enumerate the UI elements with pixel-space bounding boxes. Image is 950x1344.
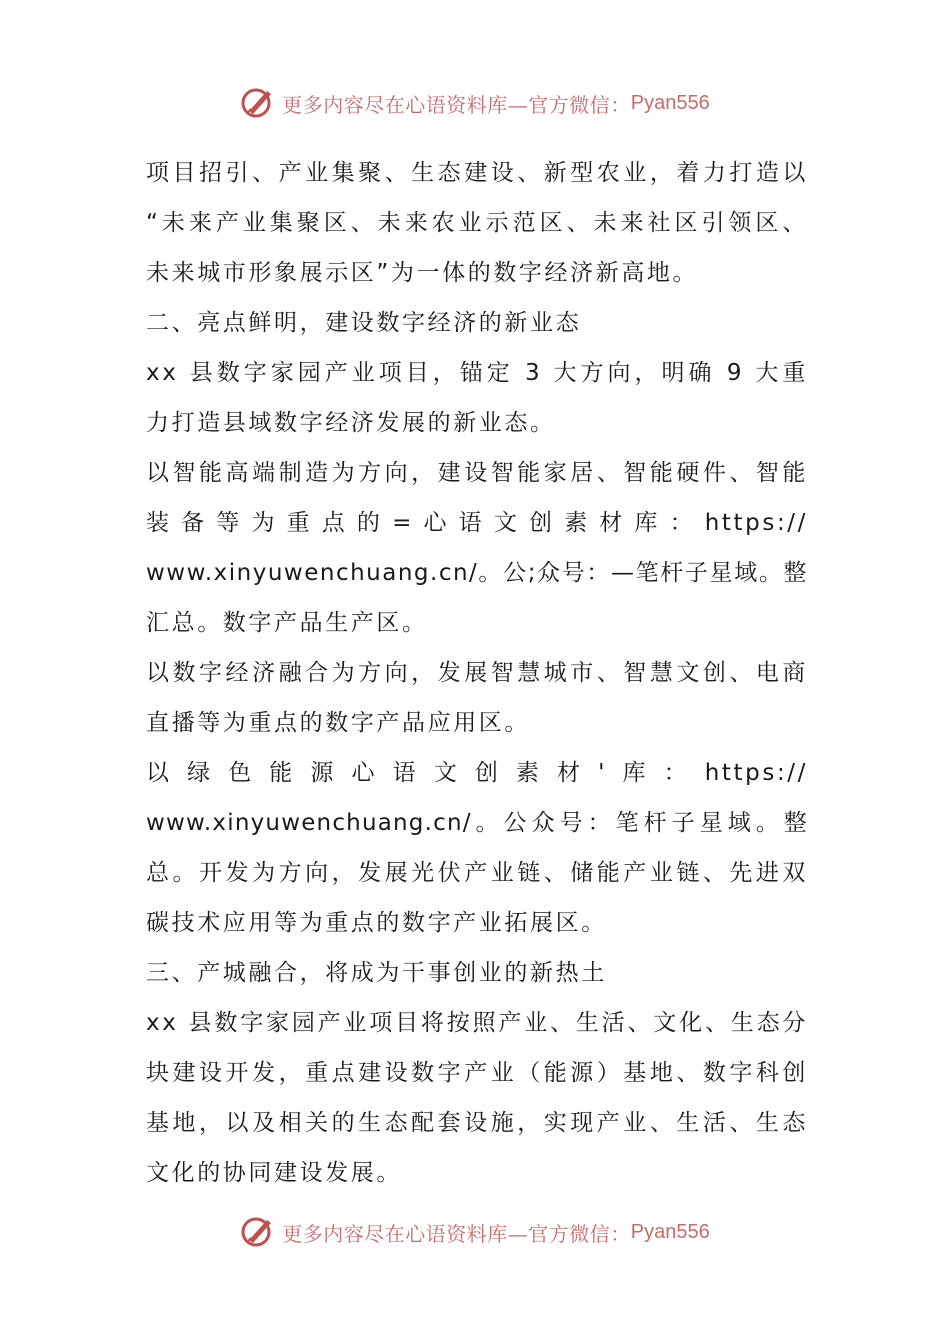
quill-logo-icon [240, 1214, 276, 1250]
text-line: 未来城市形象展示区”为一体的数字经济新高地。 [146, 260, 699, 286]
text-line: 汇总。数字产品生产区。 [146, 610, 428, 636]
text-line: 力打造县域数字经济发展的新业态。 [146, 410, 556, 436]
text-line: 块建设开发，重点建设数字产业（能源）基地、数字科创 [146, 1060, 808, 1086]
text-line: 项目招引、产业集聚、生态建设、新型农业，着力打造以 [146, 160, 808, 186]
text-line: www.xinyuwenchuang.cn/。公众号：笔杆子星域。整 [146, 810, 808, 836]
watermark-text: 更多内容尽在心语资料库—官方微信： [282, 92, 631, 117]
watermark-text: 更多内容尽在心语资料库—官方微信： [282, 1221, 631, 1246]
quill-logo-icon [240, 85, 276, 121]
watermark-id: Pyan556 [630, 91, 710, 114]
watermark-id: Pyan556 [630, 1220, 710, 1243]
section-heading: 二、亮点鲜明，建设数字经济的新业态 [146, 310, 582, 336]
header-watermark [0, 83, 950, 123]
text-line: xx 县数字家园产业项目，锚定 3 大方向，明确 9 大重 [146, 360, 808, 386]
text-line: 文化的协同建设发展。 [146, 1160, 402, 1186]
text-line: 装备等为重点的=心语文创素材库：https:// [146, 510, 808, 536]
text-line: 碳技术应用等为重点的数字产业拓展区。 [146, 910, 607, 936]
footer-watermark [0, 1212, 950, 1252]
text-line: 以智能高端制造为方向，建设智能家居、智能硬件、智能 [146, 460, 808, 486]
section-heading: 三、产城融合，将成为干事创业的新热土 [146, 960, 607, 986]
text-line: “未来产业集聚区、未来农业示范区、未来社区引领区、 [146, 210, 808, 236]
text-line: 直播等为重点的数字产品应用区。 [146, 710, 530, 736]
text-line: 基地，以及相关的生态配套设施，实现产业、生活、生态 [146, 1110, 808, 1136]
text-line: 以绿色能源心语文创素材'库：https:// [146, 760, 808, 786]
document-body [146, 148, 808, 1198]
text-line: 总。开发为方向，发展光伏产业链、储能产业链、先进双 [146, 860, 808, 886]
text-line: 以数字经济融合为方向，发展智慧城市、智慧文创、电商 [146, 660, 808, 686]
text-line: www.xinyuwenchuang.cn/。公;众号：—笔杆子星域。整 [146, 560, 808, 586]
text-line: xx 县数字家园产业项目将按照产业、生活、文化、生态分 [146, 1010, 808, 1036]
